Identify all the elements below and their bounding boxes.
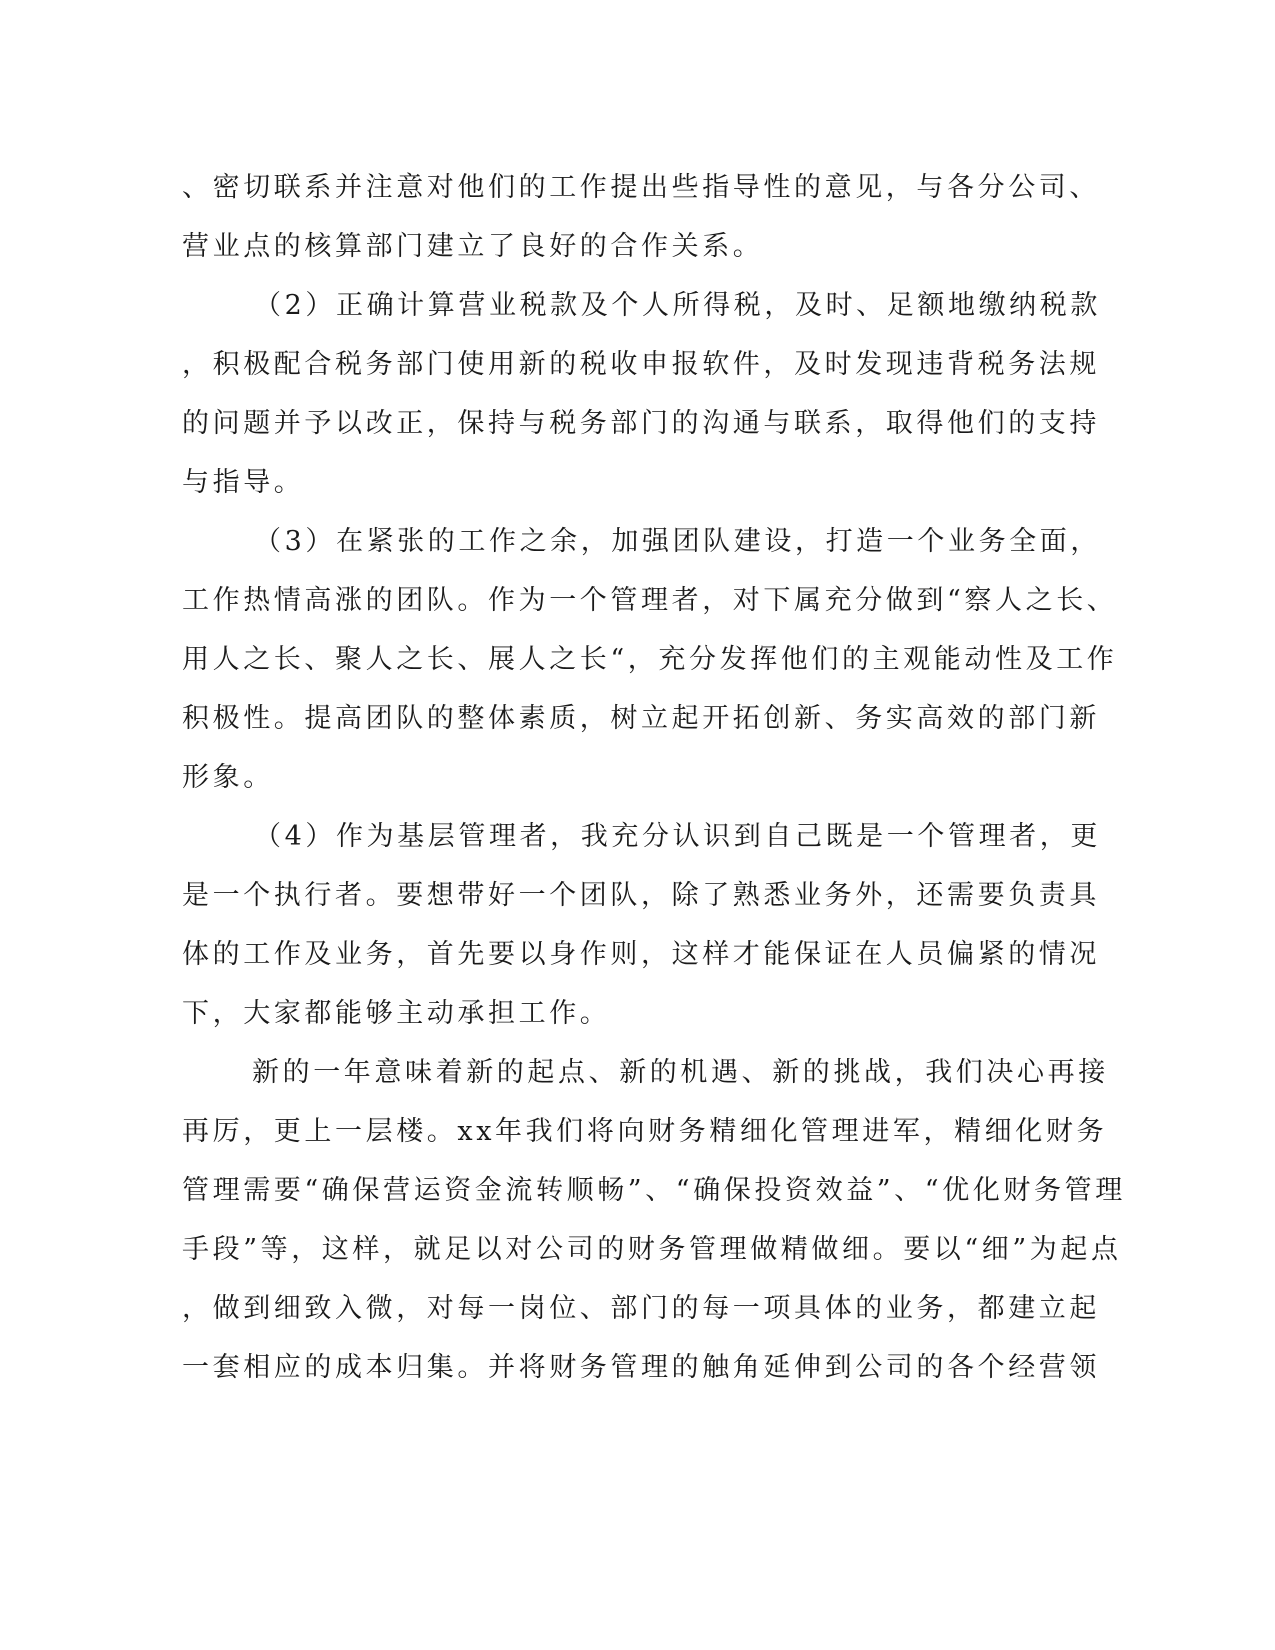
text-line: 管理需要“确保营运资金流转顺畅”、“确保投资效益”、“优化财务管理	[182, 1175, 1126, 1206]
text-line: 营业点的核算部门建立了良好的合作关系。	[182, 231, 764, 262]
text-line: 再厉，更上一层楼。xx年我们将向财务精细化管理进军，精细化财务	[182, 1116, 1108, 1147]
text-line: 是一个执行者。要想带好一个团队，除了熟悉业务外，还需要负责具	[182, 880, 1100, 911]
text-line: （3）在紧张的工作之余，加强团队建设，打造一个业务全面，	[254, 526, 1101, 557]
text-line: 工作热情高涨的团队。作为一个管理者，对下属充分做到“察人之长、	[182, 585, 1118, 616]
text-line: 用人之长、聚人之长、展人之长“，充分发挥他们的主观能动性及工作	[182, 644, 1118, 675]
text-line: 与指导。	[182, 467, 305, 498]
text-line: ，做到细致入微，对每一岗位、部门的每一项具体的业务，都建立起	[182, 1293, 1100, 1324]
text-line: 手段”等，这样，就足以对公司的财务管理做精做细。要以“细”为起点	[182, 1234, 1122, 1265]
text-line: 新的一年意味着新的起点、新的机遇、新的挑战，我们决心再接	[252, 1057, 1109, 1088]
text-line: 、密切联系并注意对他们的工作提出些指导性的意见，与各分公司、	[182, 172, 1100, 203]
text-line: 积极性。提高团队的整体素质，树立起开拓创新、务实高效的部门新	[182, 703, 1100, 734]
text-line: （2）正确计算营业税款及个人所得税，及时、足额地缴纳税款	[254, 290, 1101, 321]
text-line: （4）作为基层管理者，我充分认识到自己既是一个管理者，更	[254, 821, 1101, 852]
text-line: 一套相应的成本归集。并将财务管理的触角延伸到公司的各个经营领	[182, 1352, 1100, 1383]
text-line: 体的工作及业务，首先要以身作则，这样才能保证在人员偏紧的情况	[182, 939, 1100, 970]
text-line: 下，大家都能够主动承担工作。	[182, 998, 611, 1029]
text-line: 形象。	[182, 762, 274, 793]
text-line: ，积极配合税务部门使用新的税收申报软件，及时发现违背税务法规	[182, 349, 1100, 380]
text-line: 的问题并予以改正，保持与税务部门的沟通与联系，取得他们的支持	[182, 408, 1100, 439]
document-body	[182, 158, 1126, 1397]
